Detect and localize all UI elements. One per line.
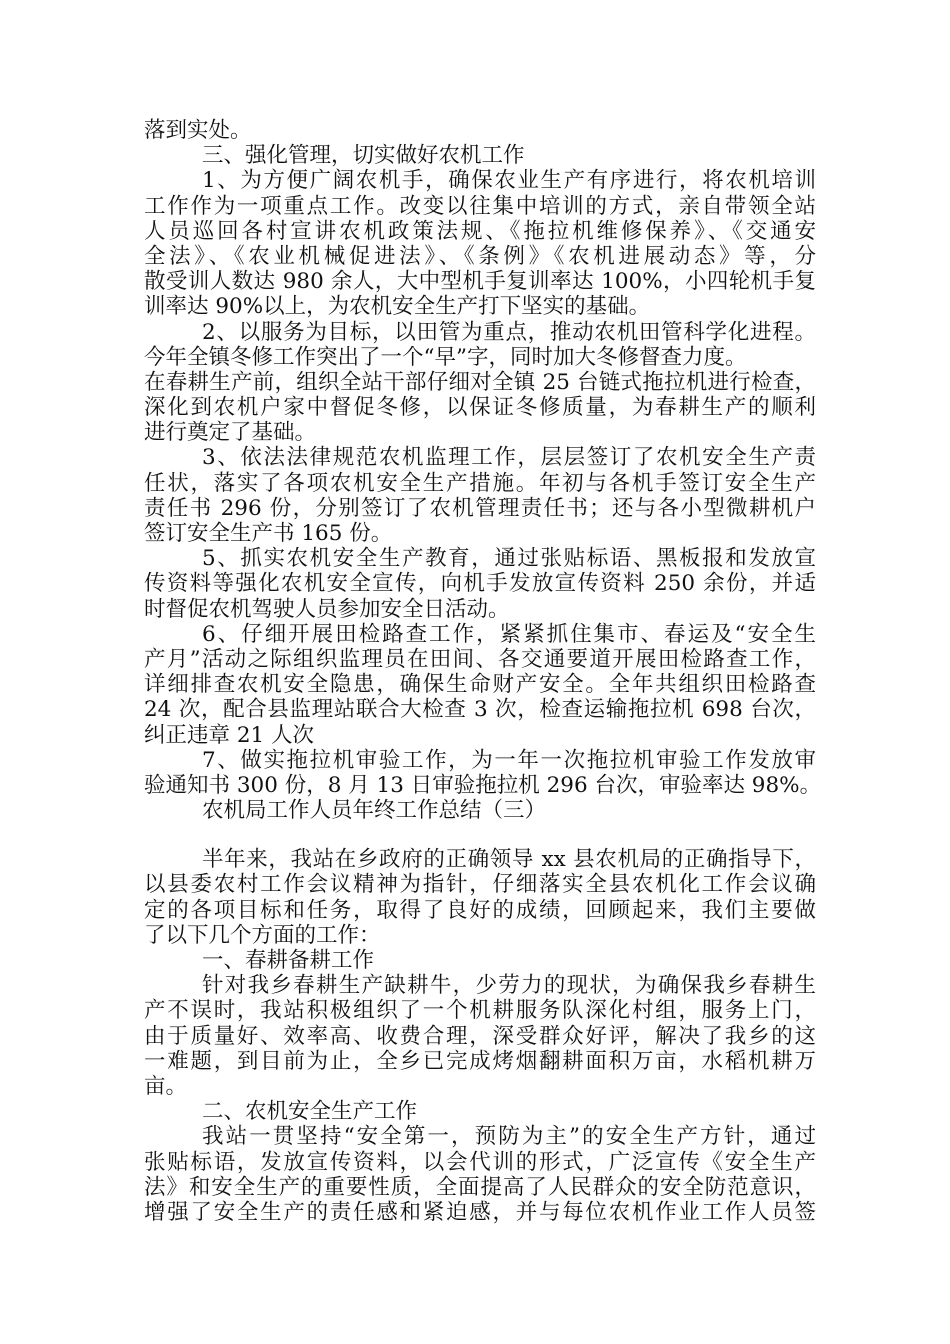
text-line: 验通知书 300 份，8 月 13 日审验拖拉机 296 台次，审验率达 98%。 — [144, 772, 822, 798]
text-line: 2、以服务为目标，以田管为重点，推动农机田管科学化进程。 — [202, 319, 816, 345]
text-line: 人员巡回各村宣讲农机政策法规、《拖拉机维修保养》、《交通安 — [144, 218, 816, 244]
text-line: 在春耕生产前，组织全站干部仔细对全镇 25 台链式拖拉机进行检查， — [144, 369, 816, 395]
text-line: 一、春耕备耕工作 — [202, 948, 375, 973]
text-line: 深化到农机户家中督促冬修，以保证冬修质量，为春耕生产的顺利 — [144, 395, 816, 421]
section-gap — [144, 823, 816, 847]
text-block-second — [144, 847, 816, 1225]
text-line: 一难题，到目前为止，全乡已完成烤烟翻耕面积万亩，水稻机耕万 — [144, 1048, 816, 1074]
text-line: 24 次，配合县监理站联合大检查 3 次，检查运输拖拉机 698 台次， — [144, 697, 816, 723]
text-line: 由于质量好、效率高、收费合理，深受群众好评，解决了我乡的这 — [144, 1023, 816, 1049]
text-line: 亩。 — [144, 1073, 188, 1099]
text-line: 我站一贯坚持“安全第一，预防为主”的安全生产方针，通过 — [202, 1124, 816, 1150]
text-line: 7、做实拖拉机审验工作，为一年一次拖拉机审验工作发放审 — [202, 747, 816, 773]
text-line: 落到实处。 — [144, 118, 252, 143]
text-line: 法》和安全生产的重要性质，全面提高了人民群众的安全防范意识， — [144, 1174, 816, 1200]
text-line: 训率达 90%以上，为农机安全生产打下坚实的基础。 — [144, 294, 651, 320]
text-line: 任状，落实了各项农机安全生产措施。年初与各机手签订安全生产 — [144, 470, 816, 496]
text-line: 三、强化管理，切实做好农机工作 — [202, 143, 525, 169]
text-line: 责任书 296 份，分别签订了农机管理责任书；还与各小型微耕机户 — [144, 495, 816, 521]
text-line: 5、抓实农机安全生产教育，通过张贴标语、黑板报和发放宣 — [202, 546, 816, 572]
text-line: 产不误时，我站积极组织了一个机耕服务队深化村组，服务上门， — [144, 998, 816, 1024]
text-line: 今年全镇冬修工作突出了一个“早”字，同时加大冬修督查力度。 — [144, 344, 747, 370]
text-line: 以县委农村工作会议精神为指针，仔细落实全县农机化工作会议确 — [144, 872, 816, 898]
text-line: 详细排查农机安全隐患，确保生命财产安全。全年共组织田检路查 — [144, 672, 816, 698]
text-line: 二、农机安全生产工作 — [202, 1099, 418, 1125]
text-line: 3、依法法律规范农机监理工作，层层签订了农机安全生产责 — [202, 445, 816, 471]
text-line: 工作作为一项重点工作。改变以往集中培训的方式，亲自带领全站 — [144, 193, 816, 219]
text-line: 张贴标语，发放宣传资料，以会代训的形式，广泛宣传《安全生产 — [144, 1149, 816, 1175]
text-line: 1、为方便广阔农机手，确保农业生产有序进行，将农机培训 — [202, 168, 816, 194]
text-line: 6、仔细开展田检路查工作，紧紧抓住集市、春运及“安全生 — [202, 621, 816, 647]
text-line: 针对我乡春耕生产缺耕牛，少劳力的现状，为确保我乡春耕生 — [202, 973, 816, 999]
text-line: 全法》、《农业机械促进法》、《条例》《农机进展动态》等，分 — [144, 243, 816, 269]
text-line: 产月”活动之际组织监理员在田间、各交通要道开展田检路查工作， — [144, 646, 816, 672]
text-line: 半年来，我站在乡政府的正确领导 xx 县农机局的正确指导下， — [202, 847, 816, 873]
text-line: 定的各项目标和任务，取得了良好的成绩，回顾起来，我们主要做 — [144, 897, 816, 923]
text-line: 了以下几个方面的工作： — [144, 922, 381, 948]
text-line: 时督促农机驾驶人员参加安全日活动。 — [144, 596, 510, 622]
text-line: 传资料等强化农机安全宣传，向机手发放宣传资料 250 余份，并适 — [144, 571, 816, 597]
text-block-first — [144, 118, 822, 824]
text-line: 纠正违章 21 人次 — [144, 722, 315, 748]
text-line: 散受训人数达 980 余人，大中型机手复训率达 100%，小四轮机手复 — [144, 269, 816, 295]
text-line: 进行奠定了基础。 — [144, 420, 317, 446]
text-line: 农机局工作人员年终工作总结（三） — [202, 798, 547, 824]
text-line: 签订安全生产书 165 份。 — [144, 521, 393, 546]
text-line: 增强了安全生产的责任感和紧迫感，并与每位农机作业工作人员签 — [144, 1199, 816, 1225]
